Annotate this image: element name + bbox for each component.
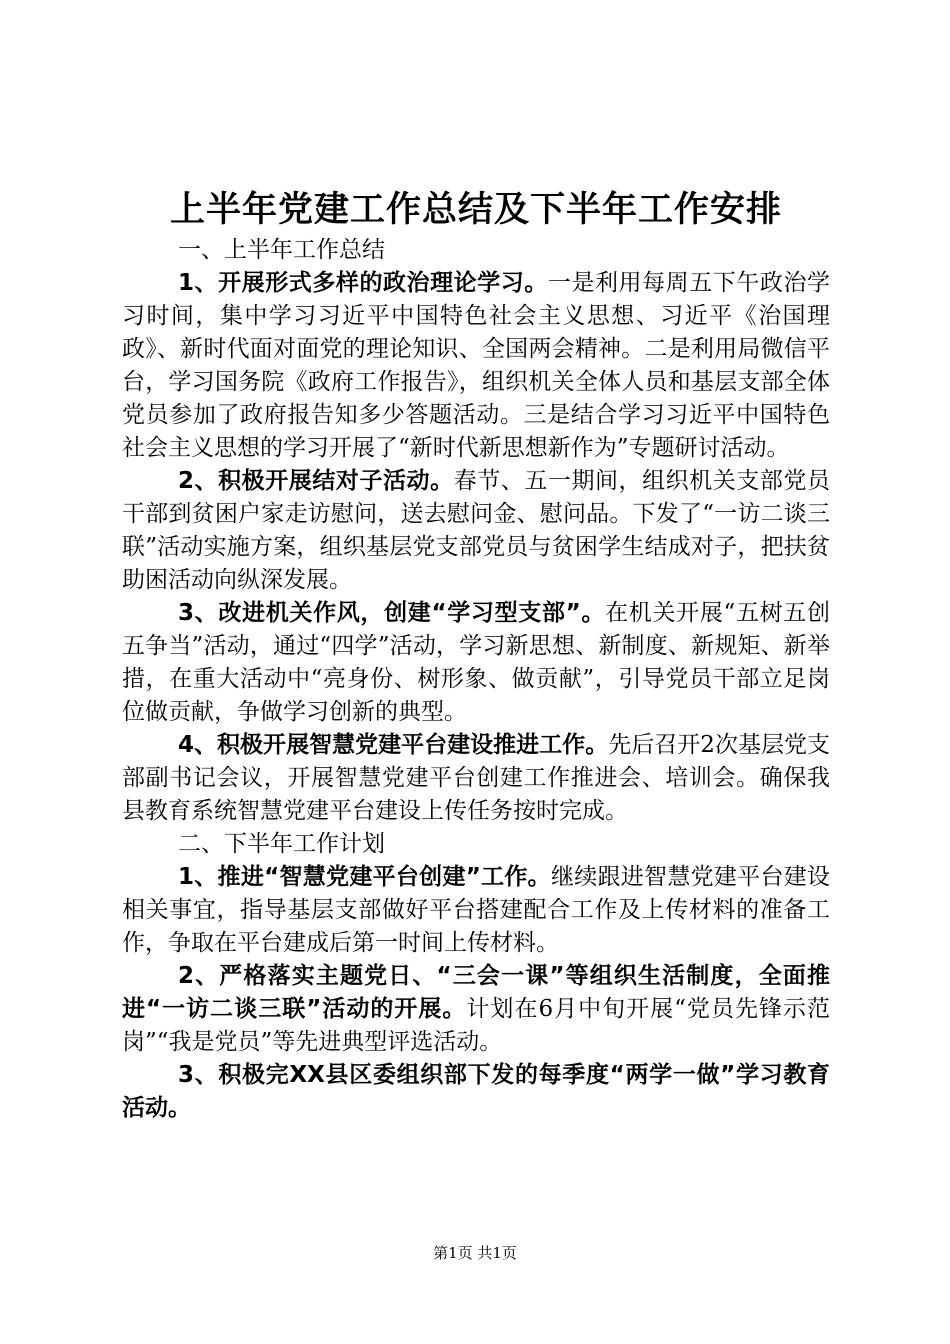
section-heading: 二、下半年工作计划 bbox=[178, 831, 385, 857]
paragraph-lead: 3、改进机关作风，创建“学习型支部”。 bbox=[178, 600, 606, 626]
paragraph-body: 一是利用每周五下午政治学习时间，集中学习习近平中国特色社会主义思想、习近平《治国理政》、新时代面对面党的理论知识、全国两会精神。二是利用局微信平台，学习国务院《政府工作报告》，组织机关全体人员和基层支部全体党员参加了政府报告知多少答题活动。三是结合学习习近平中国特色社会主义思想的学习开展了“新时代新思想新作为”专题研讨活动。 bbox=[122, 270, 830, 461]
paragraph-lead: 1、开展形式多样的政治理论学习。 bbox=[178, 270, 548, 296]
paragraph bbox=[122, 1059, 830, 1125]
paragraph bbox=[122, 729, 830, 828]
paragraph-lead: 2、积极开展结对子活动。 bbox=[178, 468, 454, 494]
document-page bbox=[122, 188, 830, 1125]
paragraph-body: 先后召开2次基层党支部副书记会议，开展智慧党建平台创建工作推进会、培训会。确保我县教育系统智慧党建平台建设上传任务按时完成。 bbox=[122, 732, 830, 824]
section-second-half bbox=[122, 828, 830, 1125]
document-title: 上半年党建工作总结及下半年工作安排 bbox=[169, 190, 782, 230]
section-first-half bbox=[122, 234, 830, 828]
paragraph bbox=[122, 597, 830, 729]
paragraph-body: 继续跟进智慧党建平台建设相关事宜，指导基层支部做好平台搭建配合工作及上传材料的准备工作，争取在平台建成后第一时间上传材料。 bbox=[122, 864, 830, 956]
paragraph bbox=[122, 960, 830, 1059]
paragraph-lead: 4、积极开展智慧党建平台建设推进工作。 bbox=[178, 732, 609, 758]
paragraph bbox=[122, 465, 830, 597]
section-heading: 一、上半年工作总结 bbox=[178, 237, 385, 263]
paragraph-lead: 1、推进“智慧党建平台创建”工作。 bbox=[178, 864, 551, 890]
paragraph-lead: 2、严格落实主题党日、“三会一课”等组织生活制度，全面推进“一访二谈三联”活动的开展。 bbox=[122, 963, 830, 1022]
paragraph-lead: 3、积极完XX县区委组织部下发的每季度“两学一做”学习教育活动。 bbox=[122, 1062, 830, 1121]
page-footer: 第1页 共1页 bbox=[433, 1244, 517, 1262]
paragraph bbox=[122, 267, 830, 465]
paragraph-body: 在机关开展“五树五创五争当”活动，通过“四学”活动，学习新思想、新制度、新规矩、新举措，在重大活动中“亮身份、树形象、做贡献”，引导党员干部立足岗位做贡献，争做学习创新的典型。 bbox=[122, 600, 830, 725]
paragraph-body: 计划在6月中旬开展“党员先锋示范岗”“我是党员”等先进典型评选活动。 bbox=[122, 996, 830, 1055]
paragraph-body: 春节、五一期间，组织机关支部党员干部到贫困户家走访慰问，送去慰问金、慰问品。下发了“一访二谈三联”活动实施方案，组织基层党支部党员与贫困学生结成对子，把扶贫助困活动向纵深发展。 bbox=[122, 468, 830, 593]
paragraph bbox=[122, 861, 830, 960]
